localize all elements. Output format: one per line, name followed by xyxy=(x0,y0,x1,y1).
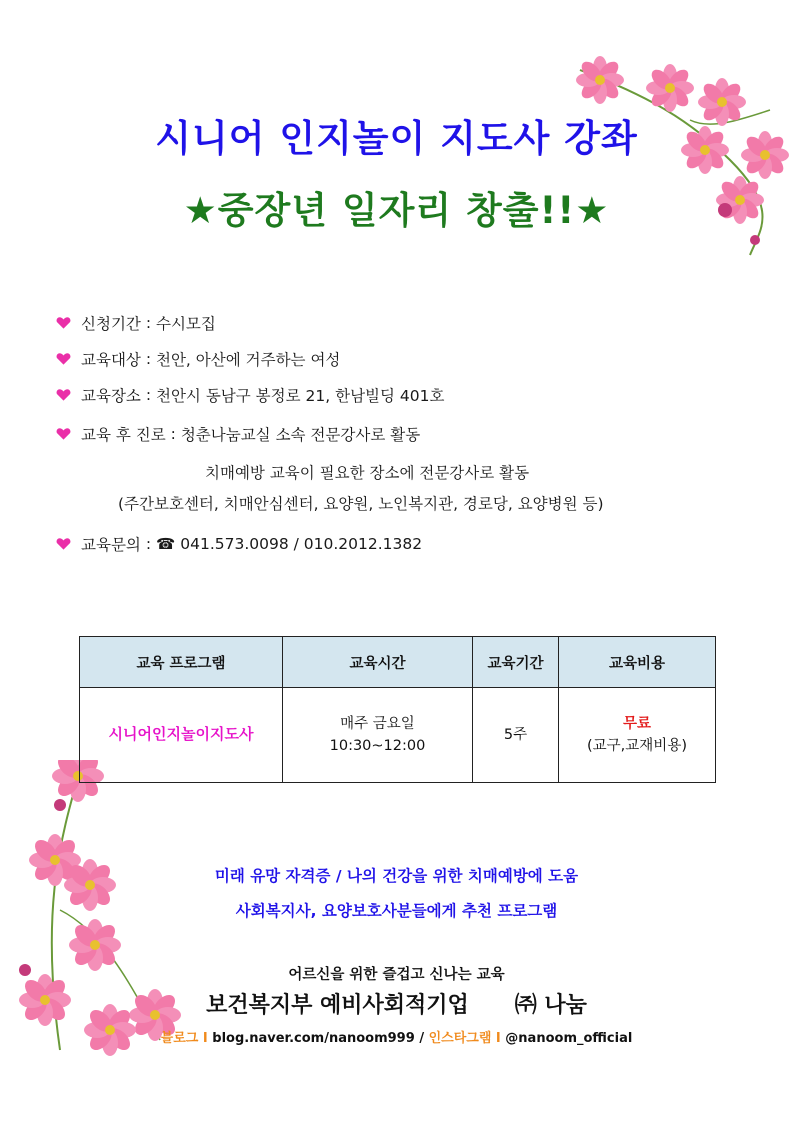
info-value: 천안시 동남구 봉정로 21, 한남빌딩 401호 xyxy=(155,387,445,405)
table-header-row xyxy=(80,637,716,688)
table-header-fee: 교육비용 xyxy=(559,637,716,688)
info-label: 교육장소 xyxy=(81,387,141,405)
info-target xyxy=(56,348,340,370)
program-name: 시니어인지놀이지도사 xyxy=(108,725,254,744)
table-cell-time xyxy=(283,688,473,783)
fee-note: (교구,교재비용) xyxy=(587,738,687,754)
heart-icon xyxy=(56,427,71,441)
info-career xyxy=(56,423,420,445)
footer-contact xyxy=(0,1027,793,1046)
info-label: 교육대상 xyxy=(81,351,141,369)
fee-value: 무료 xyxy=(622,715,651,732)
course-table xyxy=(79,636,716,783)
time-day: 매주 금요일 xyxy=(340,715,415,732)
insta-id[interactable]: @nanoom_official xyxy=(505,1031,633,1046)
slash: / xyxy=(419,1031,425,1046)
info-value: 천안, 아산에 거주하는 여성 xyxy=(155,351,341,369)
org-name: 보건복지부 예비사회적기업 xyxy=(206,993,469,1018)
info-label: 신청기간 xyxy=(81,315,141,333)
table-header-program: 교육 프로그램 xyxy=(80,637,283,688)
info-value: 청춘나눔교실 소속 전문강사로 활동 xyxy=(180,426,421,444)
table-cell-period xyxy=(473,688,559,783)
phone-icon: ☎ xyxy=(155,535,176,553)
info-career-extra2: (주간보호센터, 치매안심센터, 요양원, 노인복지관, 경로당, 요양병원 등) xyxy=(118,495,604,513)
heart-icon xyxy=(56,537,71,551)
footer-tagline: 어르신을 위한 즐겁고 신나는 교육 xyxy=(288,967,505,983)
info-value: 041.573.0098 / 010.2012.1382 xyxy=(180,535,423,553)
page-title: 시니어 인지놀이 지도사 강좌 xyxy=(155,117,638,160)
promo-line-1: 미래 유망 자격증 / 나의 건강을 위한 치매예방에 도움 xyxy=(214,867,579,885)
blog-label: 블로그 xyxy=(160,1031,199,1046)
separator-2: I xyxy=(495,1031,501,1046)
info-colon: : xyxy=(165,425,181,443)
separator-1: I xyxy=(202,1031,208,1046)
heart-icon xyxy=(56,352,71,366)
heart-icon xyxy=(56,388,71,402)
time-hours: 10:30~12:00 xyxy=(329,738,426,754)
footer-org xyxy=(0,988,793,1019)
table-header-period: 교육기간 xyxy=(473,637,559,688)
info-value: 수시모집 xyxy=(155,315,216,333)
promo-line-2: 사회복지사, 요양보호사분들에게 추천 프로그램 xyxy=(235,902,558,920)
insta-label: 인스타그램 xyxy=(428,1031,492,1046)
info-colon: : xyxy=(140,535,156,553)
table-cell-program xyxy=(80,688,283,783)
info-colon: : xyxy=(140,314,156,332)
company-name: ㈜ 나눔 xyxy=(514,993,587,1018)
info-label: 교육문의 xyxy=(81,536,141,554)
page-subtitle: ★중장년 일자리 창출!!★ xyxy=(183,189,610,232)
info-label: 교육 후 진로 xyxy=(81,426,166,444)
period-value: 5주 xyxy=(503,726,528,743)
blog-url[interactable]: blog.naver.com/nanoom999 xyxy=(212,1031,415,1046)
table-header-time: 교육시간 xyxy=(283,637,473,688)
info-career-extra1: 치매예방 교육이 필요한 장소에 전문강사로 활동 xyxy=(205,464,530,482)
info-application-period xyxy=(56,312,216,334)
info-inquiry xyxy=(56,533,422,555)
info-colon: : xyxy=(140,350,156,368)
org-spacer xyxy=(476,993,507,1018)
info-colon: : xyxy=(140,386,156,404)
heart-icon xyxy=(56,316,71,330)
table-cell-fee xyxy=(559,688,716,783)
info-place xyxy=(56,384,444,406)
table-row xyxy=(80,688,716,783)
